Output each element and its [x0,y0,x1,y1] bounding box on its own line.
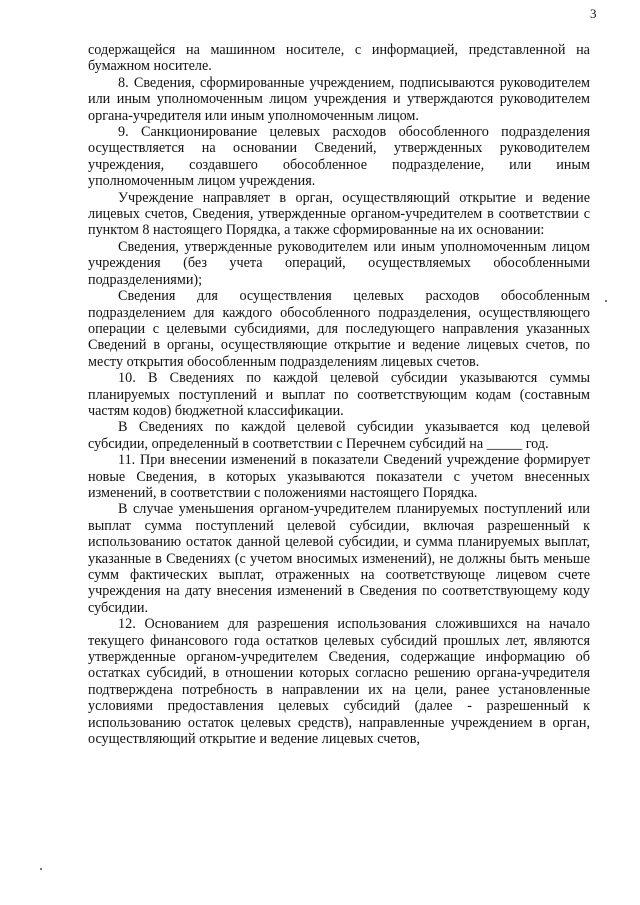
paragraph-reduction-case: В случае уменьшения органом-учредителем планируемых поступлений или выплат сумма поступлений целевой субсидии, включая разрешенный к использованию остаток данной целевой субсидии, и сумма планируемых выплат, указанные в Сведениях (с учетом вносимых изменений), не должны быть меньше сумм фактических выплат, отраженных на соответствующе лицевом счете учреждения на дату внесения изменений в Сведения по соответствующему коду субсидии. [88,501,590,616]
document-body [88,42,590,747]
paragraph-subsidy-code: В Сведениях по каждой целевой субсидии указывается код целевой субсидии, определенный в соответствии с Перечнем субсидий на _____ год. [88,419,590,452]
paragraph-approved-info: Сведения, утвержденные руководителем или иным уполномоченным лицом учреждения (без учета операций, осуществляемых обособленными подразделениями); [88,238,590,288]
scan-speck [605,300,607,302]
paragraph-item-8: 8. Сведения, сформированные учреждением, подписываются руководителем или иным уполномоченным лицом учреждения и утверждаются руководителем органа-учредителя или иным уполномоченным лицом. [88,74,590,124]
paragraph-item-10: 10. В Сведениях по каждой целевой субсидии указываются суммы планируемых поступлений и выплат по соответствующим кодам (составным частям кодов) бюджетной классификации. [88,370,590,419]
paragraph-item-12: 12. Основанием для разрешения использования сложившихся на начало текущего финансового года остатков целевых субсидий прошлых лет, являются утвержденные органом-учредителем Сведения, содержащие информацию об остатках субсидий, в отношении которых согласно решению органа-учредителя подтверждена потребность в направлении их на цели, ранее установленные условиями предоставления целевых субсидий (далее - разрешенный к использованию остаток целевых средств), направленные учреждением в орган, осуществляющий открытие и ведение лицевых счетов, [88,616,590,748]
paragraph-item-9: 9. Санкционирование целевых расходов обособленного подразделения осуществляется на основании Сведений, утвержденных руководителем учреждения, создавшего обособленное подразделение, или иным уполномоченным лицом учреждения. [88,124,590,190]
paragraph-item-11: 11. При внесении изменений в показатели Сведений учреждение формирует новые Сведения, в которых указываются показатели с учетом внесенных изменений, в соответствии с положениями настоящего Порядка. [88,452,590,501]
paragraph-institution-sends: Учреждение направляет в орган, осуществляющий открытие и ведение лицевых счетов, Сведения, утвержденные органом-учредителем в соответствии с пунктом 8 настоящего Порядка, а также сформированные на их основании: [88,189,590,239]
page-number: 3 [590,6,597,21]
paragraph-continuation: содержащейся на машинном носителе, с информацией, представленной на бумажном носителе. [88,42,590,75]
paragraph-info-subdivision: Сведения для осуществления целевых расходов обособленным подразделением для каждого обособленного подразделения, осуществляющего операции с целевыми субсидиями, для последующего направления указанных Сведений в органы, осуществляющие открытие и ведение лицевых счетов, по месту открытия обособленным подразделениям лицевых счетов. [88,288,590,370]
scan-speck [40,868,42,870]
